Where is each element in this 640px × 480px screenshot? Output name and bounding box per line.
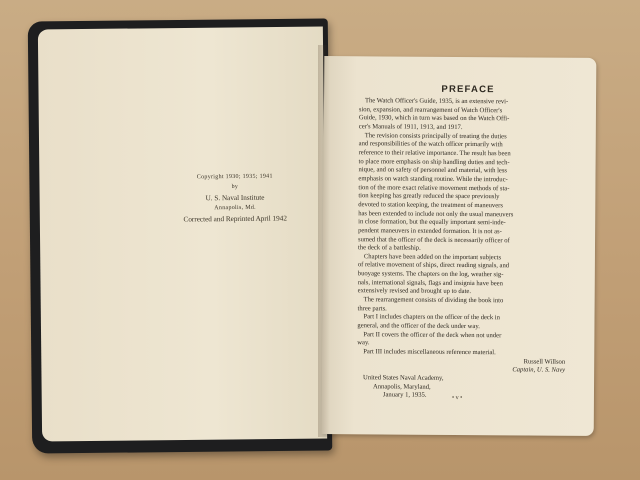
preface-line: Part I includes chapters on the officer of the deck in bbox=[363, 313, 500, 322]
left-page bbox=[38, 27, 327, 442]
copyright-by: by bbox=[231, 184, 239, 191]
preface-line: of relative movement of ships, direct reading signals, and bbox=[357, 261, 510, 270]
preface-line: has been extended to include not only the usual maneuvers bbox=[358, 209, 514, 218]
preface-line: sumed that the officer of the deck is necessarily officer of bbox=[357, 235, 510, 244]
preface-line: emphasis on watch standing routine. While the introduc- bbox=[358, 175, 508, 184]
academy-line: United States Naval Academy, bbox=[363, 374, 444, 382]
preface-line: The Watch Officer's Guide, 1935, is an extensive revi- bbox=[364, 97, 509, 106]
page-number: • v • bbox=[451, 394, 463, 402]
publisher-location: Annapolis, Md. bbox=[214, 205, 256, 212]
preface-line: The rearrangement consists of dividing the book into bbox=[363, 296, 504, 305]
preface-line: reference to their relative importance. The result has been bbox=[358, 149, 511, 158]
preface-line: Guide, 1930, which in turn was based on the Watch Offi- bbox=[358, 114, 510, 123]
preface-line: three parts. bbox=[357, 304, 387, 313]
copyright-years: Copyright 1930; 1935; 1941 bbox=[196, 173, 273, 181]
preface-title: PREFACE bbox=[441, 83, 495, 96]
preface-line: pendent maneuvers in extended formation. It is not as- bbox=[358, 227, 502, 236]
preface-line: in close formation, but the equally important semi-inde- bbox=[358, 218, 506, 227]
signature-title: Captain, U. S. Navy bbox=[512, 366, 566, 375]
preface-line: Part II covers the officer of the deck when not under bbox=[363, 330, 502, 339]
preface-line: devoted to station keeping, the treatment of maneuvers bbox=[358, 201, 503, 210]
signature-name: Russell Willson bbox=[523, 358, 566, 366]
reprint-note: Corrected and Reprinted April 1942 bbox=[183, 214, 287, 224]
publisher-name: U. S. Naval Institute bbox=[205, 193, 265, 203]
preface-line: general, and the officer of the deck under way. bbox=[357, 322, 480, 331]
preface-line: Chapters have been added on the important subjects bbox=[363, 253, 502, 262]
preface-line: tion keeping has greatly reduced the space previously bbox=[358, 192, 500, 201]
preface-line: to place more emphasis on ship handling duties and tech- bbox=[358, 157, 510, 166]
book-gutter bbox=[318, 45, 330, 437]
preface-line: way. bbox=[357, 339, 370, 347]
preface-line: The revision consists principally of treating the duties bbox=[364, 131, 507, 140]
preface-line: nals, international signals, flags and insignia have been bbox=[357, 279, 503, 288]
preface-line: sion, expansion, and rearrangement of Watch Officer's bbox=[358, 105, 503, 114]
preface-line: the deck of a battleship. bbox=[357, 244, 421, 252]
preface-text bbox=[357, 83, 577, 401]
copyright-block bbox=[150, 171, 321, 225]
preface-line: tion of the more exact relative movement methods of sta- bbox=[358, 183, 510, 192]
preface-line: and responsibilities of the watch officer primarily with bbox=[358, 140, 503, 149]
preface-line: cer's Manuals of 1911, 1913, and 1917. bbox=[358, 123, 463, 131]
preface-line: nique, and on safety of personnel and material, with less bbox=[358, 166, 508, 175]
academy-line: Annapolis, Maryland, bbox=[372, 383, 431, 391]
preface-line: extensively revised and brought up to date. bbox=[357, 287, 472, 296]
academy-date: January 1, 1935. bbox=[382, 391, 427, 400]
preface-line: Part III includes miscellaneous reference material. bbox=[363, 348, 496, 357]
preface-line: buoyage systems. The chapters on the log, weather sig- bbox=[357, 270, 504, 279]
